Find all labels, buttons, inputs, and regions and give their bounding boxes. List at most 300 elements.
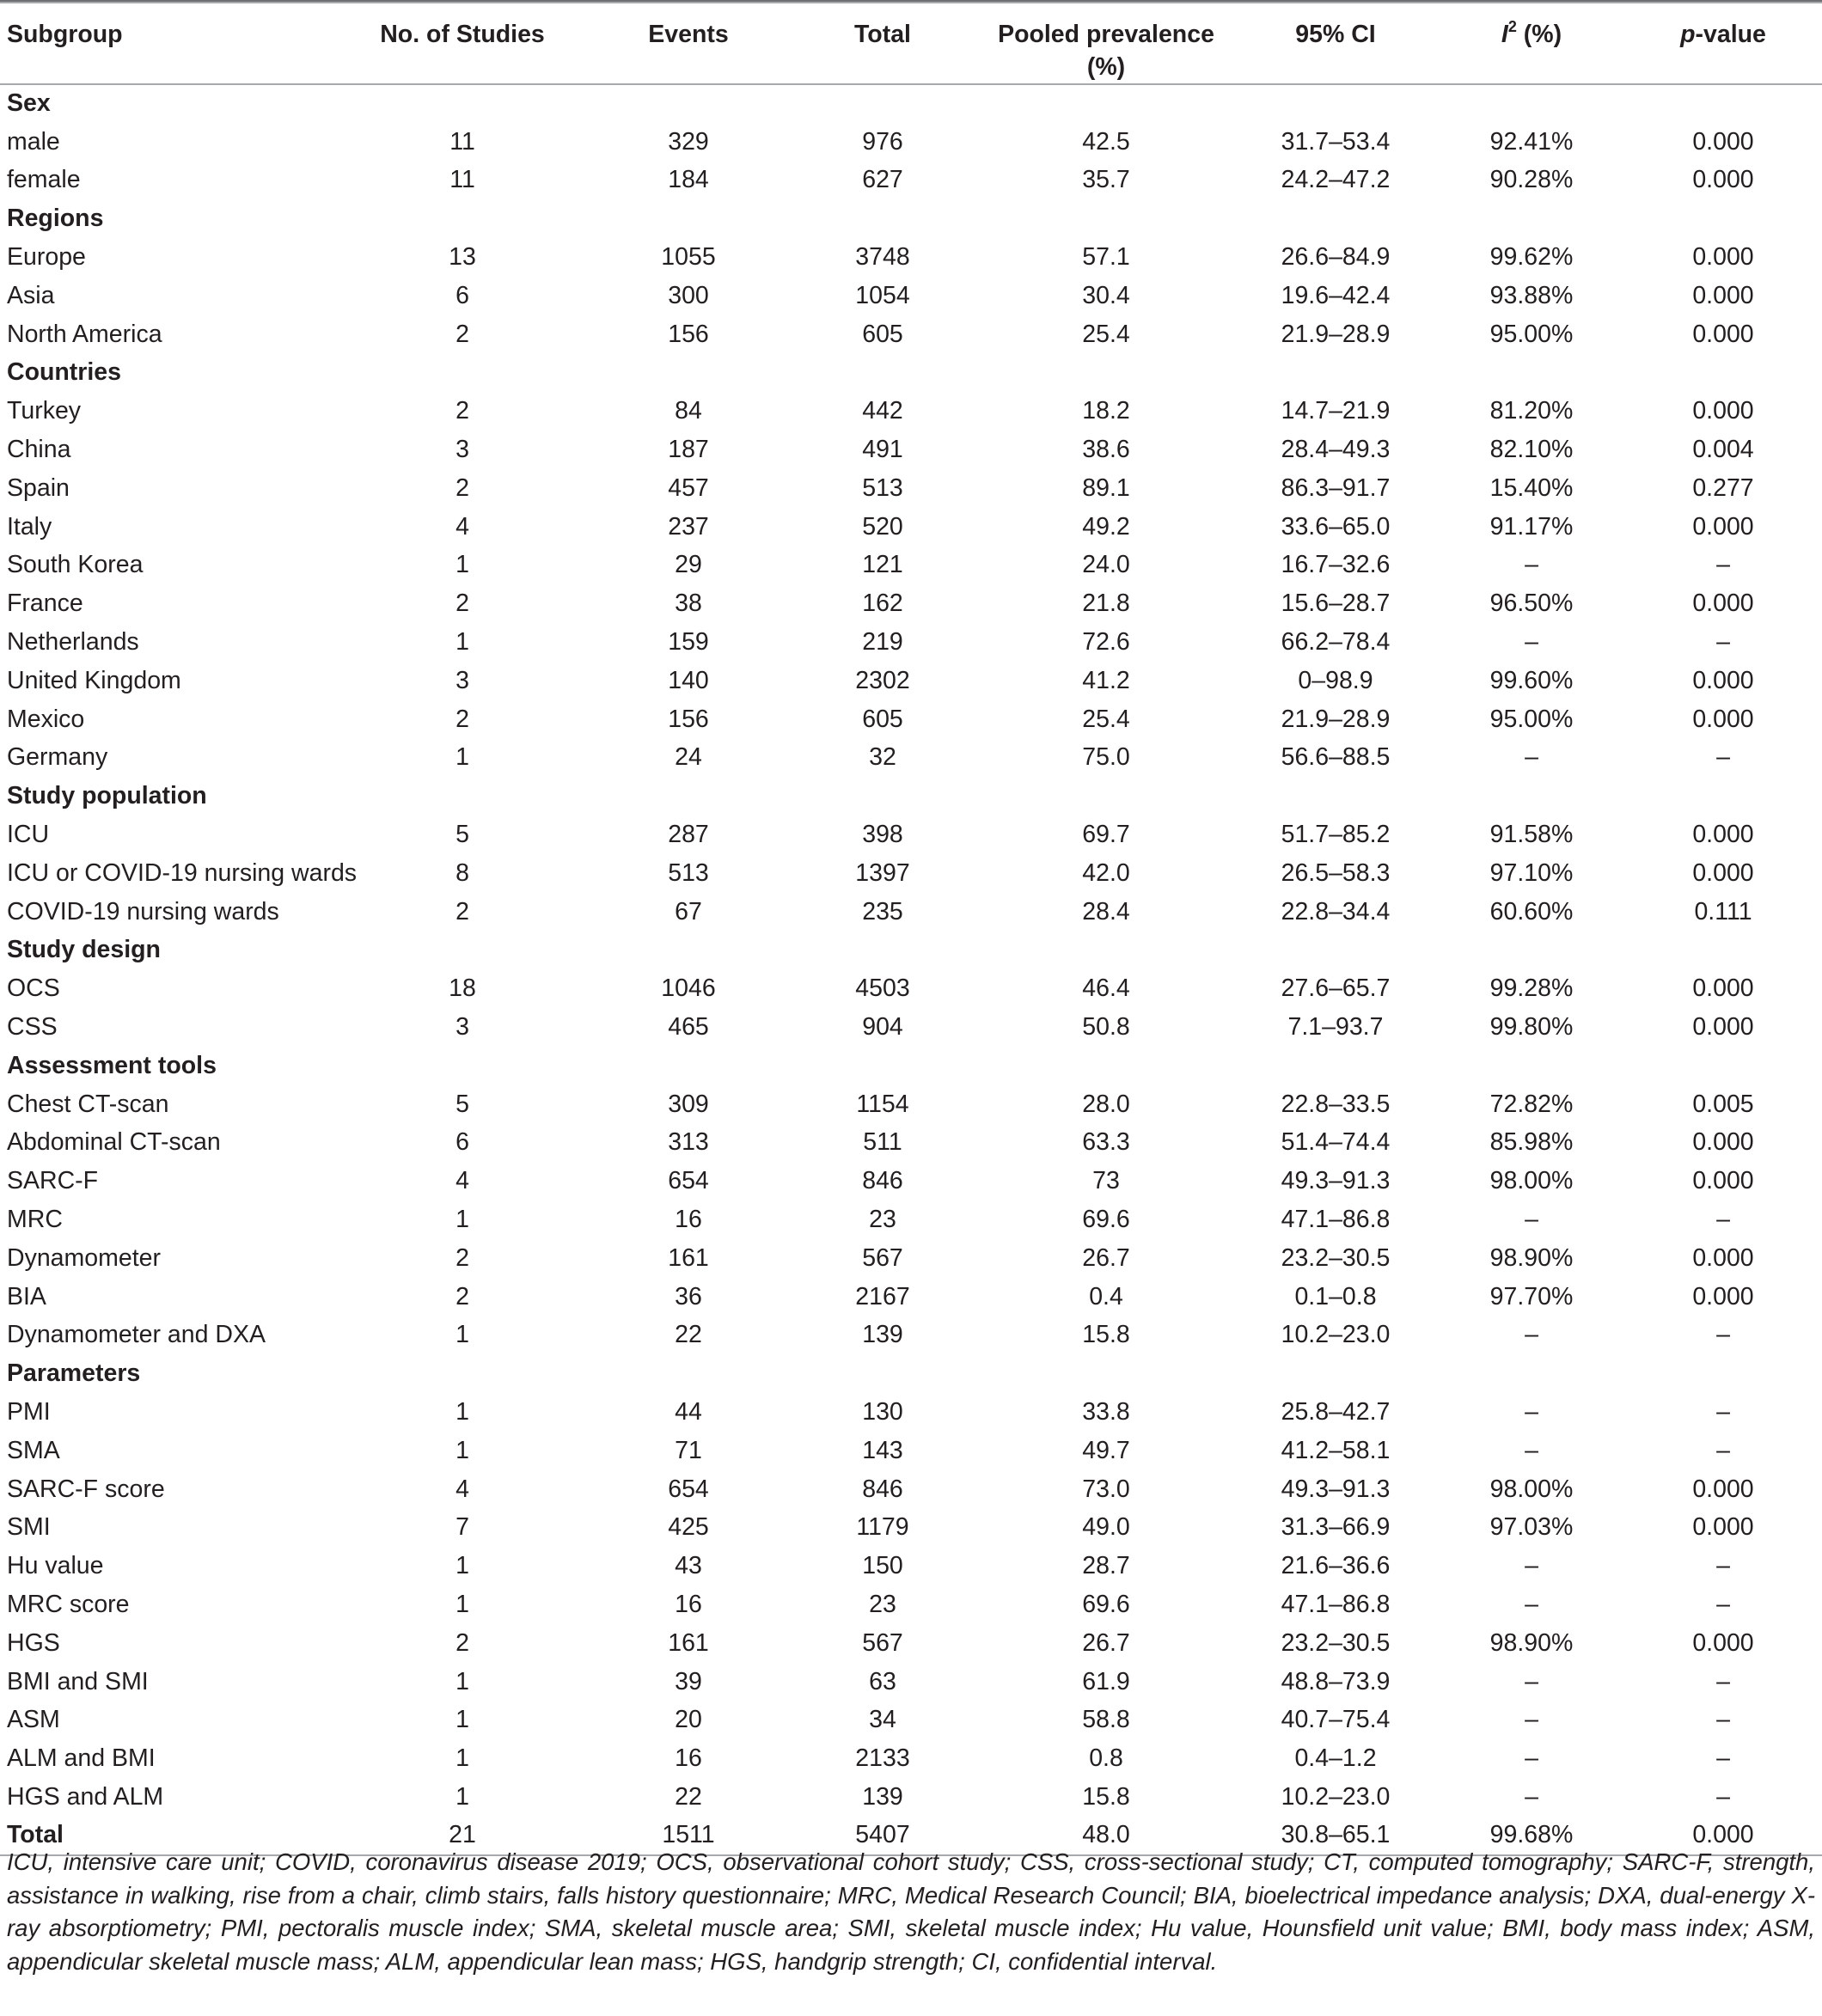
total-events: 1511 [591,1817,786,1855]
cell-p-value: 0.000 [1692,1243,1754,1272]
cell-i-squared: 97.10% [1489,858,1574,887]
cell-ci-95: 26.5–58.3 [1281,858,1391,887]
cell-studies: 11 [449,166,475,194]
cell-total: 23 [869,1206,896,1233]
cell-pooled-prevalence: 42.5 [1082,127,1130,156]
cell-events: 313 [668,1128,709,1157]
cell-ci-95: 19.6–42.4 [1281,281,1391,309]
cell-events: 20 [675,1706,702,1734]
cell-pooled-prevalence: 69.7 [1082,821,1130,849]
cell-p-value: 0.000 [1692,1167,1754,1195]
cell-total: 121 [862,551,903,579]
section-title: Study population [7,782,207,810]
cell-pooled-prevalence: 18.2 [1082,397,1130,425]
cell-events: 513 [668,858,709,887]
cell-total: 1179 [856,1513,909,1542]
cell-subgroup: COVID-19 nursing wards [7,897,279,926]
cell-total: 846 [862,1167,903,1195]
header-p-value [1624,3,1822,84]
table-row [0,1085,1822,1124]
table-row [0,1624,1822,1663]
cell-subgroup: China [7,436,71,464]
total-i-squared: 99.68% [1439,1817,1624,1855]
cell-i-squared: – [1525,743,1538,772]
cell-subgroup: Netherlands [7,628,139,657]
cell-p-value: – [1716,551,1730,579]
cell-ci-95: 15.6–28.7 [1281,590,1391,618]
table-row [0,162,1822,200]
header-events: Events [591,3,786,84]
cell-subgroup: CSS [7,1013,58,1042]
cell-events: 39 [675,1667,702,1695]
table-row [0,584,1822,623]
cell-p-value: – [1716,1667,1730,1695]
cell-i-squared: 92.41% [1489,127,1574,156]
cell-ci-95: 41.2–58.1 [1281,1436,1391,1464]
cell-studies: 2 [456,897,469,926]
header-pooled-prevalence [980,3,1232,84]
cell-p-value: – [1716,628,1730,657]
cell-subgroup: Hu value [7,1552,104,1580]
cell-events: 1055 [661,243,716,272]
cell-i-squared: 72.82% [1489,1090,1574,1118]
cell-subgroup: Europe [7,243,86,272]
cell-p-value: – [1716,1782,1730,1811]
cell-pooled-prevalence: 50.8 [1082,1013,1130,1042]
cell-subgroup: SARC-F [7,1167,99,1195]
cell-pooled-prevalence: 26.7 [1082,1628,1130,1657]
cell-subgroup: SMA [7,1436,60,1464]
section-header-row [0,932,1822,970]
cell-p-value: 0.000 [1692,974,1754,1003]
cell-subgroup: SMI [7,1513,51,1542]
cell-i-squared: 99.28% [1489,974,1574,1003]
cell-subgroup: ICU [7,821,50,849]
cell-pooled-prevalence: 73.0 [1082,1475,1130,1503]
cell-subgroup: ICU or COVID-19 nursing wards [7,858,358,887]
cell-studies: 1 [456,743,469,772]
cell-i-squared: 99.60% [1489,666,1574,694]
cell-pooled-prevalence: 89.1 [1082,473,1130,502]
cell-studies: 1 [456,628,469,657]
cell-i-squared: – [1525,551,1538,579]
cell-i-squared: 97.03% [1489,1513,1574,1542]
cell-studies: 11 [449,127,475,156]
table-row [0,547,1822,585]
cell-total: 23 [869,1590,896,1618]
cell-total: 605 [862,705,903,733]
cell-ci-95: 23.2–30.5 [1281,1628,1391,1657]
cell-p-value: – [1716,1397,1730,1426]
cell-p-value: 0.000 [1692,1628,1754,1657]
section-header-row [0,777,1822,816]
table-row [0,1508,1822,1547]
cell-total: 150 [862,1552,903,1580]
section-title: Assessment tools [7,1051,217,1079]
cell-subgroup: BMI and SMI [7,1667,149,1695]
cell-events: 38 [675,590,702,618]
cell-events: 465 [668,1013,709,1042]
cell-total: 567 [862,1243,903,1272]
cell-subgroup: BIA [7,1282,46,1310]
cell-pooled-prevalence: 35.7 [1082,166,1130,194]
cell-total: 511 [863,1128,902,1157]
cell-subgroup: OCS [7,974,60,1003]
cell-pooled-prevalence: 72.6 [1082,628,1130,657]
section-header-row [0,1354,1822,1393]
cell-p-value: 0.000 [1692,590,1754,618]
cell-i-squared: 60.60% [1489,897,1574,926]
table-row [0,1200,1822,1239]
cell-ci-95: 25.8–42.7 [1281,1397,1391,1426]
cell-studies: 1 [456,551,469,579]
cell-events: 161 [668,1628,709,1657]
cell-i-squared: – [1525,1706,1538,1734]
cell-subgroup: MRC [7,1206,63,1233]
table-row [0,1585,1822,1624]
cell-pooled-prevalence: 41.2 [1082,666,1130,694]
cell-pooled-prevalence: 25.4 [1082,320,1130,348]
cell-p-value: – [1716,1590,1730,1618]
header-pooled-prevalence-label: Pooled prevalence [998,21,1214,48]
cell-subgroup: Chest CT-scan [7,1090,169,1118]
table-row [0,1739,1822,1778]
cell-subgroup: ASM [7,1706,60,1734]
cell-p-value: 0.000 [1692,1128,1754,1157]
cell-total: 235 [862,897,903,926]
cell-ci-95: 26.6–84.9 [1281,243,1391,272]
table-row [0,1663,1822,1701]
table-row [0,1393,1822,1432]
cell-p-value: 0.000 [1692,1282,1754,1310]
cell-p-value: – [1716,1552,1730,1580]
cell-i-squared: 82.10% [1489,436,1574,464]
cell-subgroup: SARC-F score [7,1475,165,1503]
cell-ci-95: 0–98.9 [1298,666,1373,694]
cell-p-value: 0.004 [1692,436,1754,464]
cell-subgroup: MRC score [7,1590,130,1618]
table-row [0,277,1822,315]
cell-p-value: – [1716,1744,1730,1773]
cell-studies: 1 [456,1706,469,1734]
cell-p-value: 0.000 [1692,127,1754,156]
cell-i-squared: – [1525,1744,1538,1773]
cell-ci-95: 49.3–91.3 [1281,1167,1391,1195]
cell-total: 32 [869,743,896,772]
cell-ci-95: 16.7–32.6 [1281,551,1391,579]
cell-subgroup: Dynamometer [7,1243,161,1272]
cell-ci-95: 47.1–86.8 [1281,1590,1391,1618]
cell-p-value: 0.000 [1692,320,1754,348]
cell-i-squared: 93.88% [1489,281,1574,309]
cell-studies: 3 [456,666,469,694]
cell-p-value: 0.111 [1694,897,1752,926]
cell-pooled-prevalence: 38.6 [1082,436,1130,464]
table-row [0,1432,1822,1470]
cell-studies: 4 [456,512,469,541]
cell-pooled-prevalence: 28.4 [1082,897,1130,926]
cell-subgroup: Italy [7,512,52,541]
cell-pooled-prevalence: 46.4 [1082,974,1130,1003]
cell-events: 71 [675,1436,702,1464]
cell-i-squared: – [1525,628,1538,657]
cell-ci-95: 28.4–49.3 [1281,436,1391,464]
cell-studies: 8 [456,858,469,887]
cell-p-value: 0.000 [1692,858,1754,887]
cell-ci-95: 48.8–73.9 [1281,1667,1391,1695]
cell-studies: 3 [456,1013,469,1042]
cell-total: 1154 [856,1090,909,1118]
cell-i-squared: 96.50% [1489,590,1574,618]
cell-pooled-prevalence: 69.6 [1082,1206,1130,1233]
table-row [0,1124,1822,1163]
cell-pooled-prevalence: 28.0 [1082,1090,1130,1118]
cell-total: 3748 [855,243,910,272]
cell-studies: 2 [456,1628,469,1657]
cell-pooled-prevalence: 28.7 [1082,1552,1130,1580]
cell-events: 24 [675,743,702,772]
cell-subgroup: Turkey [7,397,82,425]
cell-pooled-prevalence: 15.8 [1082,1321,1130,1349]
header-p-letter: p [1680,21,1696,48]
table-row [0,1701,1822,1739]
cell-events: 1046 [661,974,716,1003]
cell-p-value: 0.000 [1692,666,1754,694]
cell-i-squared: – [1525,1782,1538,1811]
cell-p-value: 0.000 [1692,705,1754,733]
cell-events: 309 [668,1090,709,1118]
total-pooled-prevalence: 48.0 [980,1817,1232,1855]
cell-subgroup: France [7,590,83,618]
cell-p-value: 0.000 [1692,1475,1754,1503]
cell-ci-95: 22.8–34.4 [1281,897,1391,926]
cell-subgroup: Asia [7,281,55,309]
cell-events: 237 [668,512,709,541]
cell-p-value: 0.277 [1692,473,1754,502]
cell-ci-95: 23.2–30.5 [1281,1243,1391,1272]
cell-subgroup: male [7,127,60,156]
cell-events: 36 [675,1282,702,1310]
cell-events: 22 [675,1321,702,1349]
cell-i-squared: 98.90% [1489,1628,1574,1657]
cell-pooled-prevalence: 15.8 [1082,1782,1130,1811]
cell-p-value: 0.000 [1692,1513,1754,1542]
cell-events: 140 [668,666,709,694]
cell-p-value: 0.000 [1692,166,1754,194]
cell-studies: 4 [456,1167,469,1195]
cell-pooled-prevalence: 58.8 [1082,1706,1130,1734]
cell-pooled-prevalence: 63.3 [1082,1128,1130,1157]
cell-studies: 2 [456,1282,469,1310]
cell-events: 161 [668,1243,709,1272]
cell-ci-95: 66.2–78.4 [1281,628,1391,657]
cell-events: 184 [668,166,709,194]
cell-studies: 1 [456,1436,469,1464]
cell-events: 84 [675,397,702,425]
table-row [0,469,1822,508]
table-row [0,508,1822,547]
cell-studies: 2 [456,1243,469,1272]
cell-events: 159 [668,628,709,657]
cell-ci-95: 10.2–23.0 [1281,1321,1391,1349]
cell-i-squared: 91.58% [1489,821,1574,849]
cell-total: 143 [862,1436,903,1464]
cell-pooled-prevalence: 49.7 [1082,1436,1130,1464]
cell-total: 491 [862,436,903,464]
cell-pooled-prevalence: 49.2 [1082,512,1130,541]
cell-p-value: – [1716,1706,1730,1734]
table-row [0,1317,1822,1355]
cell-p-value: – [1716,1321,1730,1349]
section-title: Study design [7,936,161,964]
cell-i-squared: – [1525,1667,1538,1695]
cell-events: 457 [668,473,709,502]
cell-total: 398 [862,821,903,849]
cell-events: 156 [668,705,709,733]
cell-ci-95: 0.4–1.2 [1294,1744,1377,1773]
cell-ci-95: 31.3–66.9 [1281,1513,1391,1542]
cell-events: 67 [675,897,702,926]
cell-i-squared: – [1525,1590,1538,1618]
cell-p-value: – [1716,743,1730,772]
cell-events: 16 [675,1590,702,1618]
cell-studies: 4 [456,1475,469,1503]
header-i-squared [1439,3,1624,84]
cell-events: 29 [675,551,702,579]
table-row [0,969,1822,1008]
cell-p-value: – [1716,1436,1730,1464]
table-row [0,700,1822,739]
cell-subgroup: Mexico [7,705,85,733]
cell-ci-95: 7.1–93.7 [1287,1013,1384,1042]
cell-pooled-prevalence: 61.9 [1082,1667,1130,1695]
cell-events: 44 [675,1397,702,1426]
cell-ci-95: 40.7–75.4 [1281,1706,1391,1734]
table-row [0,1008,1822,1047]
cell-studies: 5 [456,1090,469,1118]
cell-total: 2302 [855,666,910,694]
cell-total: 34 [869,1706,896,1734]
table-row [0,662,1822,700]
table-row [0,1778,1822,1817]
cell-subgroup: HGS and ALM [7,1782,164,1811]
cell-studies: 1 [456,1590,469,1618]
header-95-ci: 95% CI [1232,3,1439,84]
table-row [0,392,1822,431]
cell-events: 287 [668,821,709,849]
cell-subgroup: Germany [7,743,108,772]
cell-pooled-prevalence: 21.8 [1082,590,1130,618]
cell-p-value: 0.000 [1692,512,1754,541]
cell-subgroup: Abdominal CT-scan [7,1128,221,1157]
total-total: 5407 [786,1817,980,1855]
cell-total: 63 [869,1667,896,1695]
cell-total: 1397 [855,858,910,887]
cell-ci-95: 10.2–23.0 [1281,1782,1391,1811]
cell-subgroup: South Korea [7,551,144,579]
cell-i-squared: 90.28% [1489,166,1574,194]
cell-studies: 5 [456,821,469,849]
cell-studies: 1 [456,1397,469,1426]
cell-total: 162 [862,590,903,618]
cell-ci-95: 33.6–65.0 [1281,512,1391,541]
cell-i-squared: 85.98% [1489,1128,1574,1157]
cell-i-squared: 97.70% [1489,1282,1574,1310]
header-total: Total [786,3,980,84]
cell-events: 156 [668,320,709,348]
total-p-value: 0.000 [1624,1817,1822,1855]
cell-studies: 2 [456,320,469,348]
cell-i-squared: 98.00% [1489,1475,1574,1503]
cell-ci-95: 86.3–91.7 [1281,473,1391,502]
cell-total: 4503 [855,974,910,1003]
table-row [0,315,1822,354]
cell-studies: 3 [456,436,469,464]
cell-studies: 2 [456,705,469,733]
cell-total: 2167 [855,1282,910,1310]
section-title: Regions [7,205,104,233]
cell-ci-95: 22.8–33.5 [1281,1090,1391,1118]
cell-total: 567 [862,1628,903,1657]
cell-p-value: 0.000 [1692,1013,1754,1042]
cell-events: 187 [668,436,709,464]
cell-i-squared: 98.90% [1489,1243,1574,1272]
header-subgroup: Subgroup [0,3,333,84]
cell-studies: 1 [456,1321,469,1349]
cell-total: 846 [862,1475,903,1503]
cell-i-squared: 95.00% [1489,705,1574,733]
cell-pooled-prevalence: 49.0 [1082,1513,1130,1542]
table-row [0,1278,1822,1317]
cell-studies: 6 [456,1128,469,1157]
cell-ci-95: 21.9–28.9 [1281,320,1391,348]
cell-studies: 1 [456,1782,469,1811]
cell-ci-95: 0.1–0.8 [1294,1282,1377,1310]
cell-i-squared: – [1525,1397,1538,1426]
cell-studies: 13 [449,243,476,272]
cell-p-value: 0.005 [1692,1090,1754,1118]
cell-studies: 18 [449,974,476,1003]
section-header-row [0,1047,1822,1085]
section-title: Parameters [7,1359,141,1388]
cell-events: 16 [675,1206,702,1233]
cell-subgroup: United Kingdom [7,666,181,694]
table-header [0,1,1822,84]
cell-events: 329 [668,127,709,156]
section-title: Countries [7,358,122,387]
total-ci-95: 30.8–65.1 [1232,1817,1439,1855]
section-header-row [0,199,1822,238]
cell-i-squared: – [1525,1206,1538,1233]
cell-i-squared: 99.62% [1489,243,1574,272]
cell-ci-95: 51.7–85.2 [1281,821,1391,849]
cell-i-squared: – [1525,1436,1538,1464]
cell-subgroup: HGS [7,1628,60,1657]
table-row [0,816,1822,854]
cell-pooled-prevalence: 73 [1092,1167,1120,1195]
cell-studies: 7 [456,1513,469,1542]
cell-pooled-prevalence: 75.0 [1082,743,1130,772]
cell-pooled-prevalence: 30.4 [1082,281,1130,309]
table-row [0,893,1822,932]
cell-pooled-prevalence: 69.6 [1082,1590,1130,1618]
cell-pooled-prevalence: 25.4 [1082,705,1130,733]
cell-ci-95: 21.9–28.9 [1281,705,1391,733]
header-i-squared-unit: (%) [1523,21,1562,48]
section-header-row [0,354,1822,393]
cell-total: 2133 [855,1744,910,1773]
cell-i-squared: 15.40% [1489,473,1574,502]
